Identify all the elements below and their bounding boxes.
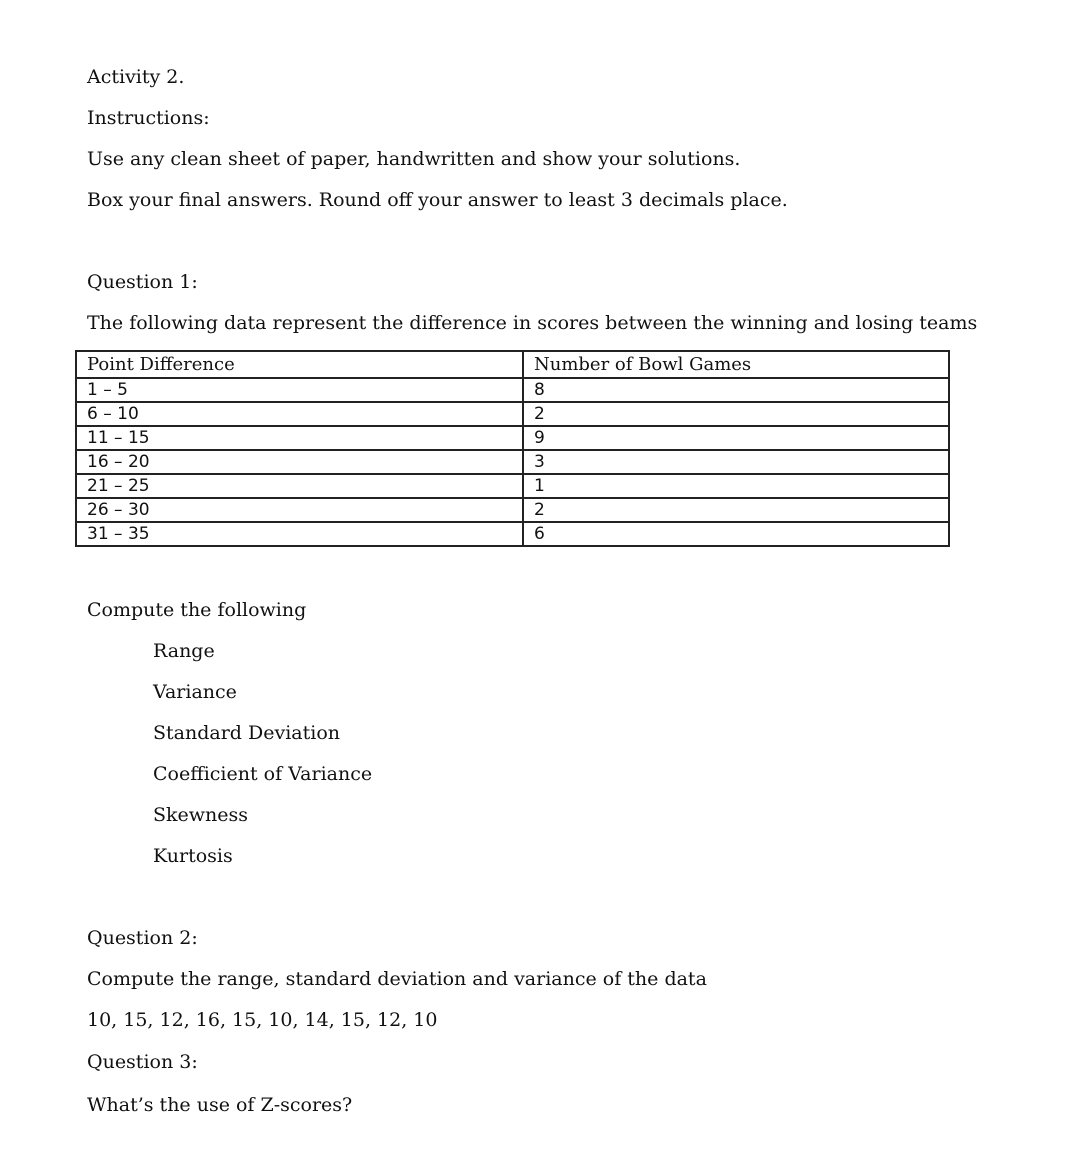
- table-row: [76, 426, 949, 450]
- table-row: [76, 474, 949, 498]
- instruction-line-1: Use any clean sheet of paper, handwritten and show your solutions.: [87, 148, 741, 170]
- instruction-line-2: Box your final answers. Round off your answer to least 3 decimals place.: [87, 189, 788, 211]
- compute-item-skewness: Skewness: [153, 804, 249, 826]
- table-row: [76, 402, 949, 426]
- compute-item-kurtosis: Kurtosis: [153, 845, 233, 867]
- bowl-games-cell: 2: [523, 402, 949, 426]
- header-point-difference: Point Difference: [76, 351, 523, 378]
- point-difference-cell: 31 – 35: [76, 522, 523, 546]
- question-2-data: 10, 15, 12, 16, 15, 10, 14, 15, 12, 10: [87, 1009, 438, 1031]
- question-1-prompt: The following data represent the difference in scores between the winning and losing teams: [87, 312, 978, 334]
- point-difference-cell: 1 – 5: [76, 378, 523, 402]
- instructions-label: Instructions:: [87, 107, 210, 129]
- table-row: [76, 378, 949, 402]
- compute-label: Compute the following: [87, 599, 307, 621]
- compute-item-range: Range: [153, 640, 215, 662]
- point-difference-cell: 16 – 20: [76, 450, 523, 474]
- activity-title: Activity 2.: [87, 66, 185, 88]
- table-row: [76, 522, 949, 546]
- score-difference-table: [75, 350, 950, 547]
- bowl-games-cell: 8: [523, 378, 949, 402]
- table-row: [76, 450, 949, 474]
- compute-item-variance: Variance: [153, 681, 237, 703]
- point-difference-cell: 26 – 30: [76, 498, 523, 522]
- bowl-games-cell: 3: [523, 450, 949, 474]
- question-2-prompt: Compute the range, standard deviation and variance of the data: [87, 968, 707, 990]
- bowl-games-cell: 1: [523, 474, 949, 498]
- header-number-of-bowl-games: Number of Bowl Games: [523, 351, 949, 378]
- question-2-label: Question 2:: [87, 927, 198, 949]
- compute-item-coefficient-of-variance: Coefficient of Variance: [153, 763, 373, 785]
- table-header-row: [76, 351, 949, 378]
- point-difference-cell: 11 – 15: [76, 426, 523, 450]
- bowl-games-cell: 9: [523, 426, 949, 450]
- compute-item-standard-deviation: Standard Deviation: [153, 722, 340, 744]
- question-3-prompt: What’s the use of Z-scores?: [87, 1094, 353, 1116]
- point-difference-cell: 21 – 25: [76, 474, 523, 498]
- point-difference-cell: 6 – 10: [76, 402, 523, 426]
- question-1-label: Question 1:: [87, 271, 198, 293]
- bowl-games-cell: 6: [523, 522, 949, 546]
- question-3-label: Question 3:: [87, 1051, 198, 1073]
- table-row: [76, 498, 949, 522]
- bowl-games-cell: 2: [523, 498, 949, 522]
